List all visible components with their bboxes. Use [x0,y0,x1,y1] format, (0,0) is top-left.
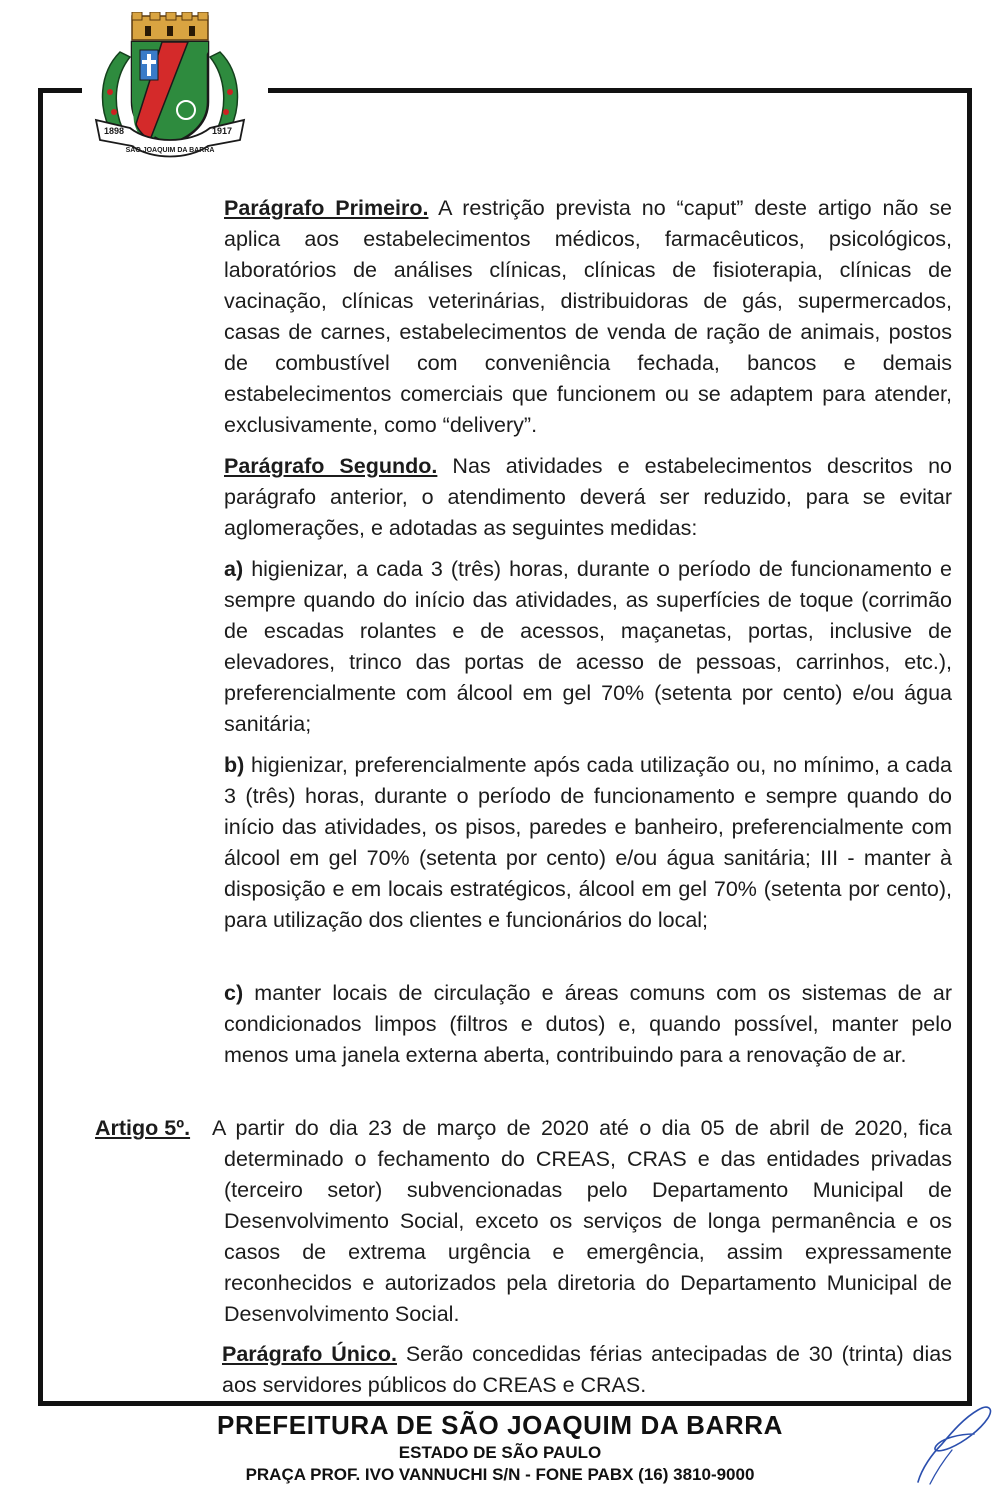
paragrafo-primeiro-label: Parágrafo Primeiro. [224,196,429,220]
paragrafo-primeiro [224,193,952,441]
frame-border-left [38,88,43,1406]
letterhead-footer [0,1408,1000,1486]
item-c-label: c) [224,981,244,1005]
frame-border-top-left [38,88,82,93]
paragrafo-segundo-label: Parágrafo Segundo. [224,454,438,478]
crest-year-left: 1898 [104,126,125,136]
paragrafo-primeiro-text: A restrição prevista no “caput” deste artigo não se aplica aos estabelecimentos médicos, farmacêuticos, psicológicos, laboratórios de análises clínicas, clínicas de fisioterapia, clínicas de vacinação, clínicas veterinárias, distribuidoras de gás, supermercados, casas de carnes, estabelecimentos de venda de ração de animais, postos de combustível com conveniência fechada, bancos e demais estabelecimentos comerciais que funcionem ou se adaptem para atender, exclusivamente, como “delivery”. [224,196,952,437]
paragrafo-segundo-text: Nas atividades e estabelecimentos descritos no parágrafo anterior, o atendimento deverá ser reduzido, para se evitar aglomerações, e adotadas as seguintes medidas: [224,454,952,540]
crest-ribbon-text: SÃO JOAQUIM DA BARRA [125,147,215,154]
municipal-coat-of-arms [90,12,250,164]
crest-year-right: 1917 [212,126,233,136]
item-b-text: higienizar, preferencialmente após cada utilização ou, no mínimo, a cada 3 (três) horas, durante o período de funcionamento e sempre quando do início das atividades, os pisos, paredes e banheiro, preferencialmente com álcool em gel 70% (setenta por cento) e/ou água sanitária; III - manter à disposição e em locais estratégicos, álcool em gel 70% (setenta por cento), para utilização dos clientes e funcionários do local; [224,753,952,932]
frame-border-right [967,88,972,1406]
handwritten-signature [908,1398,996,1488]
item-b [224,750,952,936]
footer-institution-name: PREFEITURA DE SÃO JOAQUIM DA BARRA [217,1410,783,1440]
item-c-text: manter locais de circulação e áreas comuns com os sistemas de ar condicionados limpos (filtros e dutos) e, quando possível, manter pelo menos uma janela externa aberta, contribuindo para a renovação de ar. [224,981,952,1067]
footer-state: ESTADO DE SÃO PAULO [398,1443,602,1462]
paragrafo-unico-label: Parágrafo Único. [222,1342,397,1366]
paragrafo-segundo [224,451,952,544]
mural-crown-icon [132,12,208,40]
shield-icon [132,42,208,144]
item-a-label: a) [224,557,244,581]
item-b-label: b) [224,753,245,777]
paragrafo-unico-text: Serão concedidas férias antecipadas de 30 (trinta) dias aos servidores públicos do CREAS e CRAS. [222,1342,953,1397]
artigo-5-first-line: A partir do dia 23 de março de 2020 até o dia 05 de abril de 2020, fica [212,1116,952,1140]
frame-border-top-right [268,88,972,93]
footer-address: PRAÇA PROF. IVO VANNUCHI S/N - FONE PABX (16) 3810-9000 [245,1465,755,1484]
artigo-5-label: Artigo 5º. [95,1116,191,1140]
item-a [224,554,952,740]
item-a-text: higienizar, a cada 3 (três) horas, durante o período de funcionamento e sempre quando do início das atividades, as superfícies de toque (corrimão de escadas rolantes e de acessos, maçanetas, portas, inclusive de elevadores, trinco das portas de acesso de pessoas, carrinhos, etc.), preferencialmente com álcool em gel 70% (setenta por cento) e/ou água sanitária; [224,557,952,736]
paragrafo-unico [222,1339,952,1401]
item-c [224,978,952,1071]
frame-border-bottom [38,1401,972,1406]
artigo-5-text: determinado o fechamento do CREAS, CRAS e das entidades privadas (terceiro setor) subvencionadas pelo Departamento Municipal de Desenvolvimento Social, exceto os serviços de longa permanência e os casos de extrema urgência e emergência, assim expressamente reconhecidos e autorizados pela diretoria do Departamento Municipal de Desenvolvimento Social. [224,1147,952,1326]
